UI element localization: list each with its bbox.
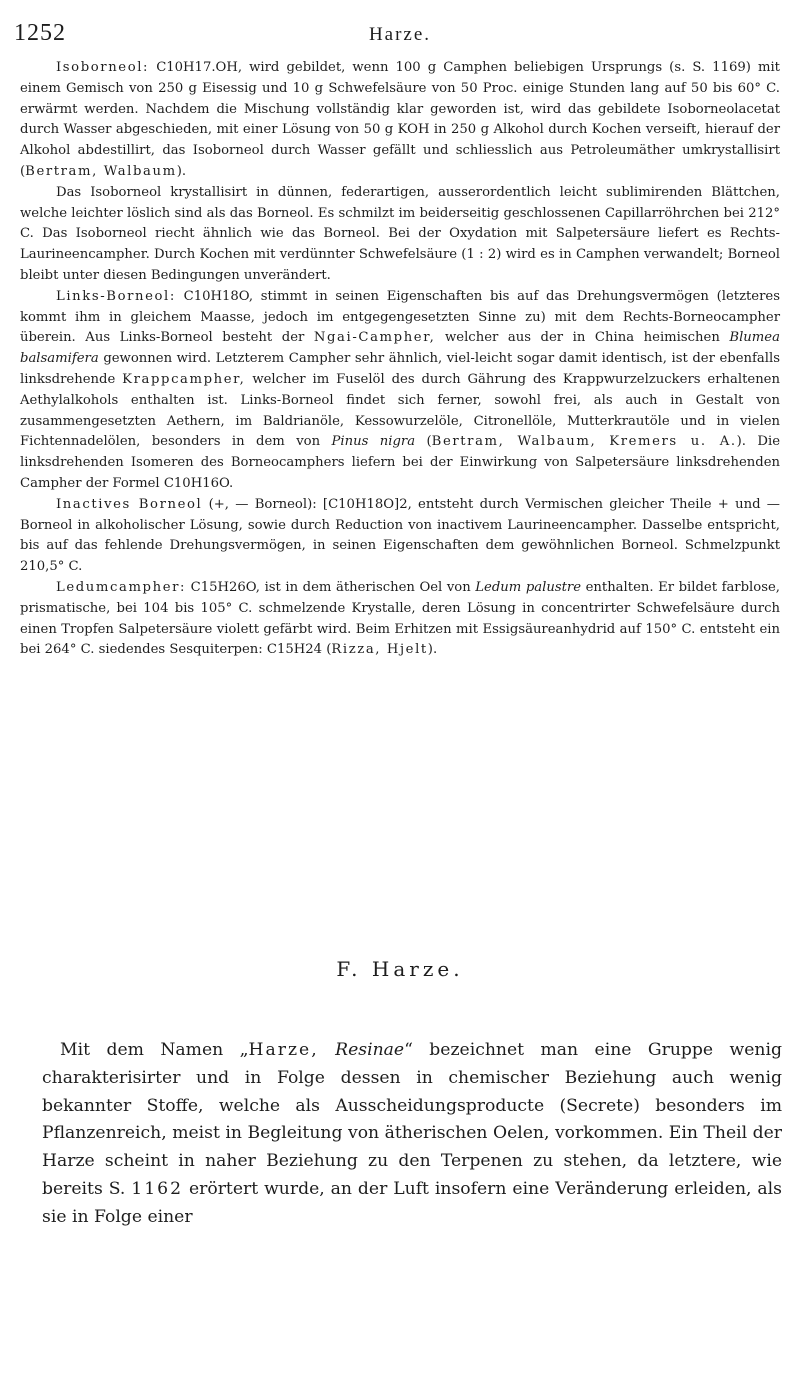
- term-isoborneol: Isoborneol:: [56, 60, 150, 75]
- paragraph-text: enthalten. Er bildet farblose, prismatische, bei 104 bis 105° C. schmelzende Krystalle, deren Lösung in concentrirter Schwefelsäure durch einen Tropfen Salpetersäure violett gefärbt wird. Beim Erhitzen mit Essigsäureanhydrid auf 150° C. entsteht ein bei 264° C. siedendes Sesquiterpen: C15H24 (: [20, 579, 780, 658]
- latin-resinae: Resinae: [335, 1040, 405, 1060]
- paragraph-text: stimmt in seinen Eigenschaften bis auf das Drehungsvermögen (letzteres kommt ihm in gleichem Maasse, jedoch im entgegengesetzten Sinne zu) mit dem Rechts-Borneocampher überein. Aus Links-Borneol besteht der: [20, 288, 780, 346]
- page-reference: 1162: [131, 1178, 184, 1199]
- species-blumea: Blumea balsamifera: [20, 330, 780, 367]
- paragraph-text: “ bezeichnet man eine Gruppe wenig charakterisirter und in Folge dessen in chemischer Beziehung auch wenig bekannter Stoffe, welche als Ausscheidungsproducte (Secrete) besonders im Pflanzenreich, meist in Begleitung von ätherischen Oelen, vorkommen. Ein Theil der Harze scheint in naher Beziehung zu den Terpenen zu stehen, da letztere, wie bereits S.: [42, 1040, 782, 1199]
- page-number: 1252: [14, 20, 66, 46]
- small-print-block: [20, 58, 780, 661]
- species-pinus: Pinus nigra: [331, 434, 416, 450]
- citation: Rizza, Hjelt: [331, 642, 428, 658]
- paragraph-text: welcher aus der in China heimischen: [445, 330, 720, 346]
- species-ledum: Ledum palustre: [475, 579, 582, 595]
- name-ngai-campher: Ngai-Campher,: [313, 330, 436, 346]
- paragraph-text: ).: [176, 163, 187, 179]
- paragraph-ledumcampher: [20, 578, 780, 661]
- name-krappcampher: Krappcampher,: [122, 371, 246, 387]
- term-ledumcampher: Ledumcampher:: [56, 579, 187, 595]
- paragraph-text: ist in dem ätherischen Oel von: [264, 579, 471, 595]
- term-harze: Harze,: [248, 1040, 319, 1060]
- main-text-block: [42, 1037, 782, 1232]
- term-links-borneol: Links-Borneol:: [56, 288, 176, 304]
- paragraph-text: erörtert wurde, an der Luft insofern eine Veränderung erleiden, als sie in Folge einer: [42, 1178, 782, 1227]
- paragraph-text: gewonnen wird. Letzterem Campher sehr ähnlich, viel-leicht sogar damit identisch, ist der ebenfalls linksdrehende: [20, 351, 780, 387]
- paragraph-isoborneol-properties: Das Isoborneol krystallisirt in dünnen, federartigen, ausserordentlich leicht sublimirenden Blättchen, welche leichter löslich sind als das Borneol. Es schmilzt im beiderseitig geschlossenen Capillarröhrchen bei 212° C. Das Isoborneol riecht ähnlich wie das Borneol. Bei der Oxydation mit Salpetersäure liefert es Rechts-Laurineencampher. Durch Kochen mit verdünnter Schwefelsäure (1 : 2) wird es in Camphen verwandelt; Borneol bleibt unter diesen Bedingungen unverändert.: [20, 184, 780, 283]
- paragraph-text: ).: [427, 642, 438, 658]
- paragraph-text: entsteht durch Vermischen gleicher Theile + und — Borneol in alkoholischer Lösung, sowie durch Reduction von inactivem Laurineencampher. Dasselbe entspricht, bis auf das fehlende Drehungsvermögen, in seinen Eigenschaften dem gewöhnlichen Borneol. Schmelzpunkt 210,5° C.: [20, 496, 780, 575]
- section-heading: F. Harze.: [336, 957, 464, 981]
- formula-inactives-borneol: (+, — Borneol): [C10H18O]2,: [208, 496, 412, 512]
- paragraph-links-borneol: Links-Borneol: C10H18O, stimmt in seinen Eigenschaften bis auf das Drehungsvermögen (letzteres kommt ihm in gleichem Maasse, jedoch im entgegengesetzten Sinne zu) mit dem Rechts-Borneocampher überein. Aus Links-Borneol besteht der Ngai-Campher, welcher aus der in China heimischen Blumea balsamifera gewonnen wird. Letzterem Campher sehr ähnlich, viel-leicht sogar damit identisch, ist der ebenfalls linksdrehende Krappcampher, welcher im Fuselöl des durch Gährung des Krappwurzelzuckers erhaltenen Aethylalkohols enthalten ist. Links-Borneol findet sich ferner, sowohl frei, als auch in Gestalt von zusammengesetzten Aethern, im Baldrianöle, Kessowurzelöle, Citronellöle, Mutterkrautöle und in vielen Fichtennadelölen, besonders in dem von Pinus nigra (Bertram, Walbaum, Kremers u. A.). Die linksdrehenden Isomeren des Borneocamphers liefern bei der Einwirkung von Salpetersäure linksdrehenden Campher der Formel C10H16O.: [20, 288, 781, 491]
- paragraph-text: wird gebildet, wenn 100 g Camphen beliebigen Ursprungs (s. S. 1169) mit einem Gemisch von 250 g Eisessig und 10 g Schwefelsäure von 50 Proc. einige Stunden lang auf 50 bis 60° C. erwärmt werden. Nachdem die Mischung vollständig klar geworden ist, wird das gebildete Isoborneolacetat durch Wasser abgeschieden, mit einer Lösung von 50 g KOH in 250 g Alkohol durch Kochen verseift, hierauf der Alkohol abdestillirt, das Isoborneol durch Wasser gefällt und schliesslich aus Petroleumäther umkrystallisirt (: [20, 60, 780, 179]
- term-inactives-borneol: Inactives Borneol: [56, 496, 203, 512]
- formula-isoborneol: C10H17.OH,: [156, 60, 243, 75]
- paragraph-text: welcher im Fuselöl des durch Gährung des Krappwurzelzuckers erhaltenen Aethylalkohols enthalten ist. Links-Borneol findet sich ferner, sowohl frei, als auch in Gestalt von zusammengesetzten Aethern, im Baldrianöle, Kessowurzelöle, Citronellöle, Mutterkrautöle und in vielen Fichtennadelölen, besonders in dem von: [20, 371, 780, 450]
- citation: Bertram, Walbaum: [25, 163, 177, 179]
- formula-ledumcampher: C15H26O,: [190, 579, 260, 595]
- paragraph-text: Die linksdrehenden Isomeren des Borneocamphers liefern bei der Einwirkung von Salpetersäure linksdrehenden Campher der Formel C10H16O.: [20, 434, 781, 491]
- paragraph-isoborneol: [20, 58, 780, 183]
- paragraph-text: Mit dem Namen „: [60, 1040, 249, 1060]
- running-head: Harze.: [368, 24, 432, 45]
- citation: Bertram, Walbaum, Kremers u. A.: [431, 434, 737, 450]
- paragraph-harze: [42, 1037, 782, 1232]
- formula-links-borneol: C10H18O,: [183, 288, 254, 304]
- paragraph-inactives-borneol: [20, 495, 780, 578]
